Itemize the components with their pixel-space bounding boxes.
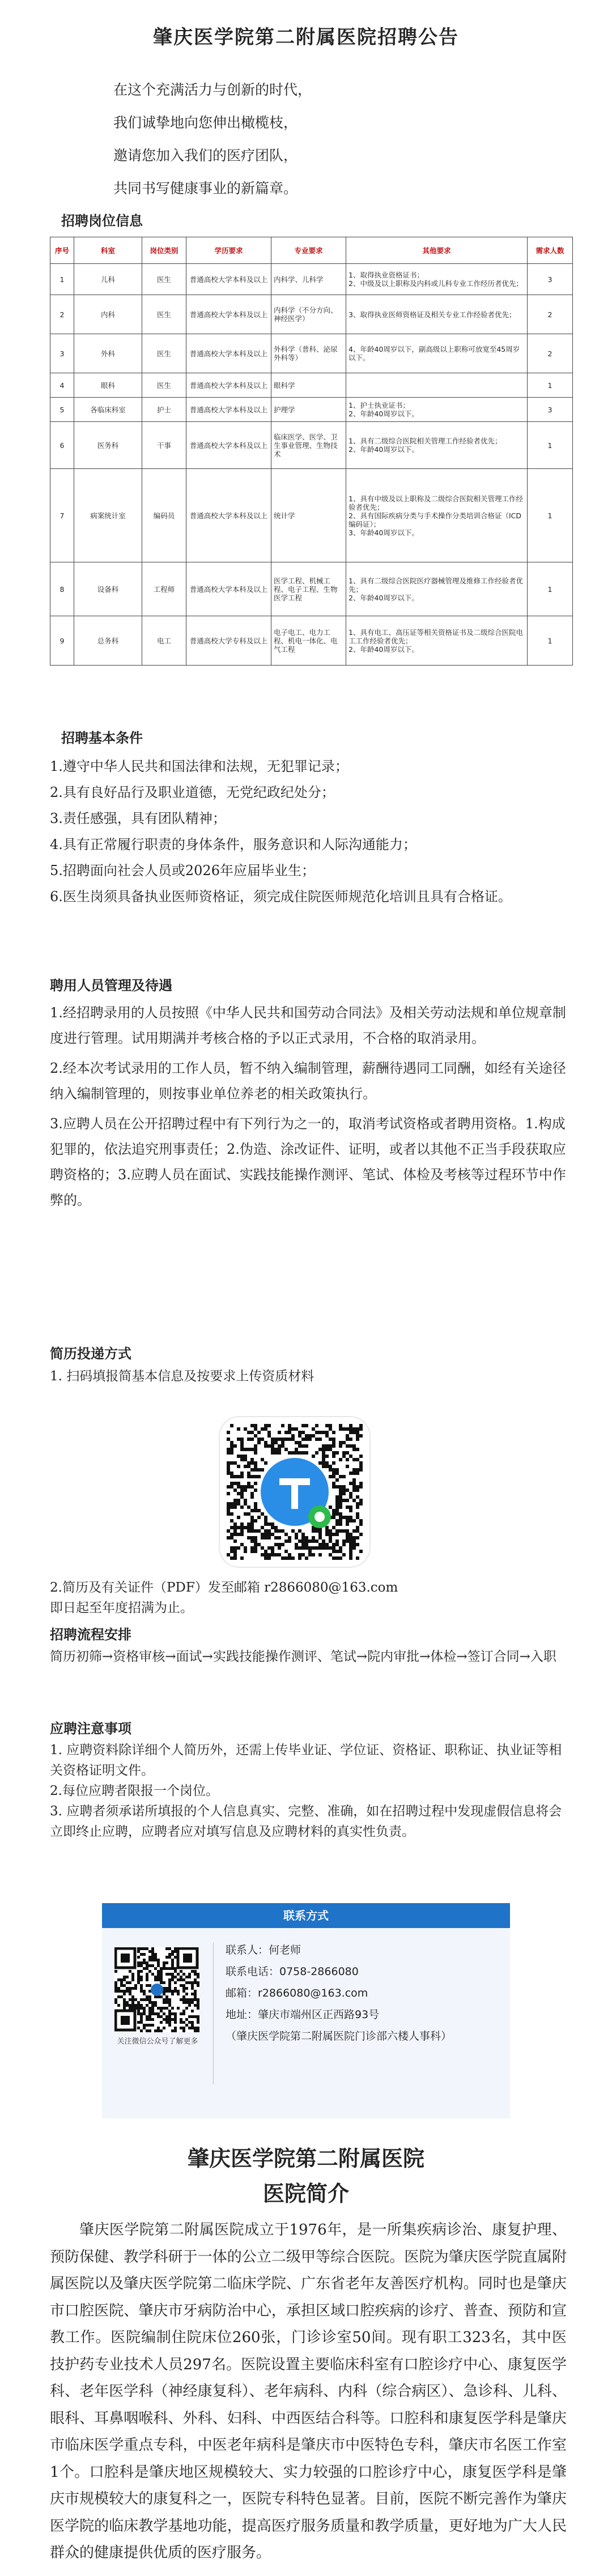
table-cell: 1、护士执业证书； 2、年龄40周岁以下。 <box>346 398 528 422</box>
divider <box>213 1943 214 2084</box>
table-cell: 外科 <box>74 334 142 373</box>
table-cell: 4、年龄40周岁以下，副高级以上职称可放宽至45周岁以下。 <box>346 334 528 373</box>
page-title: 肇庆医学院第二附属医院招聘公告 <box>153 26 459 49</box>
resume-step-2: 2.简历及有关证件（PDF）发至邮箱 r2866080@163.com <box>50 1580 398 1595</box>
table-cell: 1 <box>528 469 573 562</box>
table-cell: 医学工程、机械工程、电子工程、生物医学工程 <box>271 562 346 616</box>
list-item: 3.责任感强，具有团队精神； <box>50 811 226 826</box>
table-cell: 1 <box>528 562 573 616</box>
table-cell: 1 <box>528 422 573 469</box>
table-cell: 普通高校大学本科及以上 <box>186 295 271 334</box>
hospital-name: 肇庆医学院第二附属医院 <box>187 2146 424 2171</box>
header-cell: 序号 <box>50 237 74 264</box>
poem-line: 我们诚挚地向您伸出橄榄枝， <box>113 114 298 131</box>
table-cell: 普通高校大学本科及以上 <box>186 373 271 398</box>
header-cell: 岗位类别 <box>142 237 186 264</box>
table-cell <box>346 373 528 398</box>
intro-poem <box>113 74 312 205</box>
table-cell: 普通高校大学本科及以上 <box>186 562 271 616</box>
table-cell: 5 <box>50 398 74 422</box>
table-cell: 儿科 <box>74 264 142 295</box>
table-cell: 1、具有二级综合医院相关管理工作经验者优先； 2、年龄40周岁以下。 <box>346 422 528 469</box>
table-row <box>50 469 573 562</box>
table-cell: 6 <box>50 422 74 469</box>
process-heading: 招聘流程安排 <box>50 1626 131 1643</box>
positions-table <box>50 237 573 666</box>
table-header-row <box>50 237 573 264</box>
qr-code-icon <box>220 1417 369 1567</box>
table-cell: 3、取得执业医师资格证及相关专业工作经验者优先； <box>346 295 528 334</box>
table-cell: 内科 <box>74 295 142 334</box>
notice-heading: 应聘注意事项 <box>50 1720 131 1737</box>
table-cell: 4 <box>50 373 74 398</box>
table-cell: 1 <box>528 373 573 398</box>
qr-caption: 关注微信公众号了解更多 <box>117 2037 198 2046</box>
list-item: 3.应聘人员在公开招聘过程中有下列行为之一的，取消考试资格或者聘用资格。1.构成犯罪的，依法追究刑事责任；2.伪造、涂改证件、证明，或者以其他不正当手段获取应聘资格的；3.应聘人员在面试、实践技能操作测评、笔试、体检及考核等过程环节中作弊的。 <box>50 1116 566 1208</box>
contact-info <box>226 1939 452 2047</box>
list-item: 2.经本次考试录用的工作人员，暂不纳入编制管理，薪酬待遇同工同酬，如经有关途径纳入编制管理的，则按事业单位养老的相关政策执行。 <box>50 1060 566 1102</box>
contact-email: 邮箱：r2866080@163.com <box>226 1987 368 1999</box>
list-item: 3. 应聘者须承诺所填报的个人信息真实、完整、准确，如在招聘过程中发现虚假信息将会立即终止应聘，应聘者应对填写信息及应聘材料的真实性负责。 <box>50 1804 562 1839</box>
resume-step-1: 1. 扫码填报简基本信息及按要求上传资质材料 <box>50 1369 314 1384</box>
contact-phone: 联系电话：0758-2866080 <box>226 1965 359 1978</box>
table-cell: 干事 <box>142 422 186 469</box>
table-cell: 1 <box>528 616 573 666</box>
table-cell: 各临床科室 <box>74 398 142 422</box>
contact-bar: 联系方式 <box>102 1903 510 1928</box>
header-cell: 需求人数 <box>528 237 573 264</box>
process-text: 简历初筛→资格审核→面试→实践技能操作测评、笔试→院内审批→体检→签订合同→入职 <box>50 1649 556 1664</box>
table-cell: 医生 <box>142 334 186 373</box>
contact-card <box>102 1903 510 2118</box>
poem-line: 邀请您加入我们的医疗团队， <box>113 147 298 164</box>
table-row <box>50 334 573 373</box>
poem-line: 共同书写健康事业的新篇章。 <box>113 180 298 197</box>
table-cell: 内科学、儿科学 <box>271 264 346 295</box>
list-item: 2.具有良好品行及职业道德，无党纪政纪处分； <box>50 784 335 800</box>
table-cell: 病案统计室 <box>74 469 142 562</box>
table-cell: 普通高校大学本科及以上 <box>186 469 271 562</box>
table-row <box>50 373 573 398</box>
table-cell: 医生 <box>142 264 186 295</box>
list-item: 1.遵守中华人民共和国法律和法规，无犯罪记录； <box>50 758 348 774</box>
table-cell: 9 <box>50 616 74 666</box>
contact-address-detail: （肇庆医学院第二附属医院门诊部六楼人事科） <box>226 2030 452 2042</box>
hospital-intro: 肇庆医学院第二附属医院成立于1976年，是一所集疾病诊治、康复护理、预防保健、教学科研于一体的公立二级甲等综合医院。医院为肇庆医学院直属附属医院以及肇庆医学院第二临床学院、广东省老年友善医疗机构。同时也是肇庆市口腔医院、肇庆市牙病防治中心，承担区域口腔疾病的诊疗、普查、预防和宣教工作。医院编制住院床位260张，门诊诊室50间。现有职工323名，其中医技护药专业技术人员297名。医院设置主要临床科室有口腔诊疗中心、康复医学科、老年医学科（神经康复科）、老年病科、内科（综合病区）、急诊科、儿科、眼科、耳鼻咽喉科、外科、妇科、中西医结合科等。口腔科和康复医学科是肇庆市临床医学重点专科，中医老年病科是肇庆市中医特色专科，肇庆市名医工作室1个。口腔科是肇庆地区规模较大、实力较强的口腔诊疗中心，康复医学科是肇庆市规模较大的康复科之一，医院专科特色显著。目前，医院不断完善作为肇庆医学院的临床教学基地功能，提高医疗服务质量和教学质量，更好地为广大人民群众的健康提供优质的医疗服务。 <box>50 2221 567 2561</box>
table-cell: 编码员 <box>142 469 186 562</box>
table-cell: 2 <box>528 334 573 373</box>
table-cell: 电子电工、电力工程、机电一体化、电气工程 <box>271 616 346 666</box>
table-row <box>50 422 573 469</box>
basic-conditions-heading: 招聘基本条件 <box>61 730 143 746</box>
resume-email <box>50 1577 567 1618</box>
table-cell: 电工 <box>142 616 186 666</box>
table-cell: 1、具有中级及以上职称及二级综合医院相关管理工作经验者优先； 2、具有国际疾病分类与手术操作分类培训合格证（ICD编码证）； 3、年龄40周岁以下。 <box>346 469 528 562</box>
header-cell: 学历要求 <box>186 237 271 264</box>
resume-heading: 简历投递方式 <box>50 1345 131 1362</box>
table-cell: 总务科 <box>74 616 142 666</box>
list-item: 1. 应聘资料除详细个人简历外，还需上传毕业证、学位证、资格证、职称证、执业证等相关资格证明文件。 <box>50 1743 562 1778</box>
list-item: 6.医生岗须具备执业医师资格证，须完成住院医师规范化培训且具有合格证。 <box>50 889 512 905</box>
resume-deadline: 即日起至年度招满为止。 <box>50 1601 193 1615</box>
table-cell: 医务科 <box>74 422 142 469</box>
table-cell: 3 <box>50 334 74 373</box>
table-row <box>50 264 573 295</box>
table-cell: 3 <box>528 264 573 295</box>
contact-address: 地址：肇庆市端州区正西路93号 <box>226 2008 380 2021</box>
table-cell: 1、取得执业资格证书； 2、中级及以上职称及内科或儿科专业工作经历者优先； <box>346 264 528 295</box>
table-cell: 8 <box>50 562 74 616</box>
table-cell: 1、具有电工、高压证等相关资格证书及二级综合医院电工工作经验者优先； 2、年龄40周岁以下。 <box>346 616 528 666</box>
table-cell: 2 <box>528 295 573 334</box>
wechat-qr-icon <box>114 1947 199 2032</box>
contact-person: 联系人：何老师 <box>226 1944 301 1956</box>
table-cell: 内科学（不分方向、神经医学） <box>271 295 346 334</box>
table-row <box>50 295 573 334</box>
hospital-subtitle: 医院简介 <box>262 2181 349 2206</box>
table-row <box>50 398 573 422</box>
table-cell: 统计学 <box>271 469 346 562</box>
header-cell: 科室 <box>74 237 142 264</box>
table-cell: 外科学（普科、泌尿外科等） <box>271 334 346 373</box>
table-cell: 普通高校大学本科及以上 <box>186 334 271 373</box>
table-cell: 普通高校大学专科及以上 <box>186 616 271 666</box>
table-cell: 临床医学、医学、卫生事业管理、生物技术 <box>271 422 346 469</box>
poem-line: 在这个充满活力与创新的时代， <box>113 82 312 98</box>
table-cell: 普通高校大学本科及以上 <box>186 422 271 469</box>
notice-list <box>50 1740 567 1842</box>
list-item: 5.招聘面向社会人员或2026年应届毕业生； <box>50 863 315 878</box>
header-cell: 其他要求 <box>346 237 528 264</box>
table-cell: 1 <box>50 264 74 295</box>
positions-heading: 招聘岗位信息 <box>61 212 143 229</box>
list-item: 4.具有正常履行职责的身体条件，服务意识和人际沟通能力； <box>50 837 416 852</box>
wechat-qr-code[interactable] <box>114 1947 199 2032</box>
table-cell: 医生 <box>142 295 186 334</box>
management-heading: 聘用人员管理及待遇 <box>50 977 172 993</box>
table-cell: 2 <box>50 295 74 334</box>
table-cell: 眼科 <box>74 373 142 398</box>
table-cell: 普通高校大学本科及以上 <box>186 264 271 295</box>
table-cell: 护理学 <box>271 398 346 422</box>
table-cell: 1、具有二级综合医院医疗器械管理及维修工作经验者优先； 2、年龄40周岁以下。 <box>346 562 528 616</box>
table-cell: 医生 <box>142 373 186 398</box>
table-cell: 普通高校大学本科及以上 <box>186 398 271 422</box>
basic-conditions-list <box>50 753 567 910</box>
table-cell: 设备科 <box>74 562 142 616</box>
list-item: 1.经招聘录用的人员按照《中华人民共和国劳动合同法》及相关劳动法规和单位规章制度进行管理。试用期满并考核合格的予以正式录用，不合格的取消录用。 <box>50 1005 566 1046</box>
table-cell: 眼科学 <box>271 373 346 398</box>
table-row <box>50 562 573 616</box>
table-row <box>50 616 573 666</box>
table-cell: 护士 <box>142 398 186 422</box>
list-item: 2.每位应聘者限报一个岗位。 <box>50 1784 219 1798</box>
table-cell: 工程师 <box>142 562 186 616</box>
table-cell: 3 <box>528 398 573 422</box>
header-cell: 专业要求 <box>271 237 346 264</box>
registration-qr-code[interactable] <box>220 1417 369 1567</box>
table-cell: 7 <box>50 469 74 562</box>
management-list <box>50 1000 567 1213</box>
